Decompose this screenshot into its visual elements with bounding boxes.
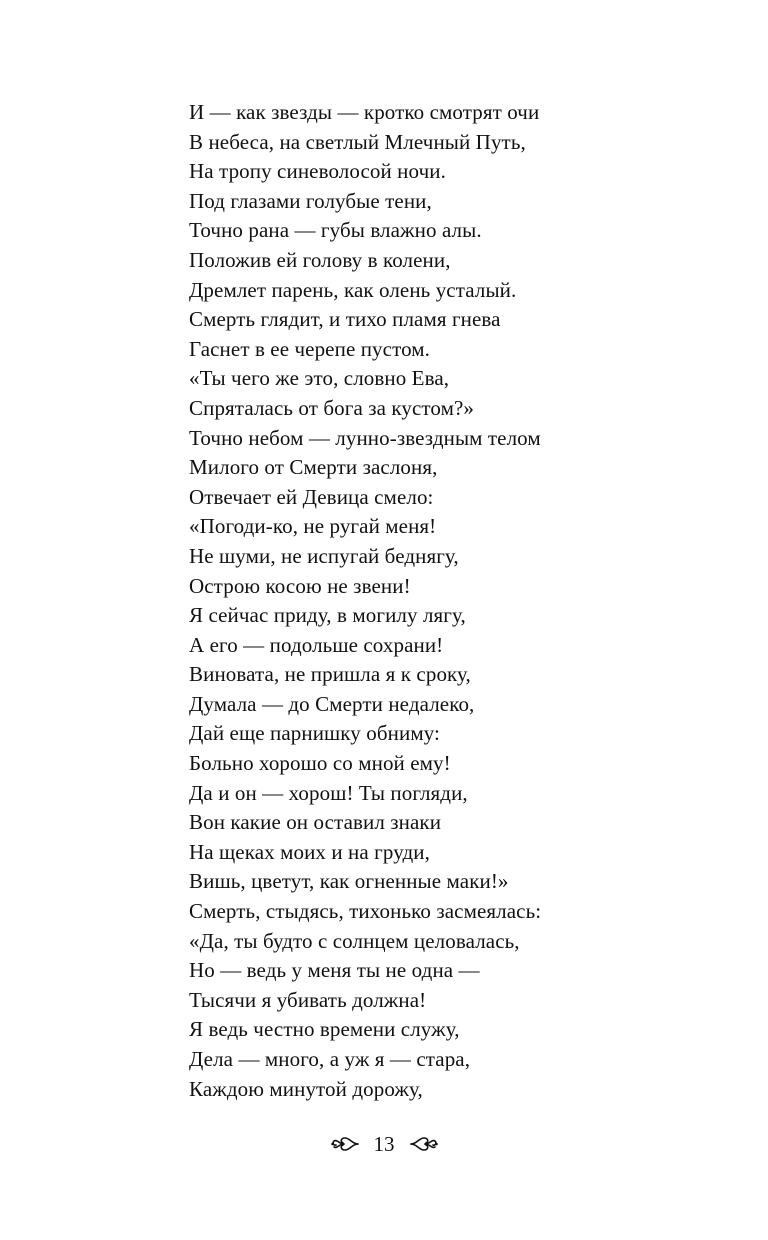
poem-line: Да и он — хорош! Ты погляди, — [189, 780, 468, 805]
poem-line: «Да, ты будто с солнцем целовалась, — [189, 928, 520, 953]
flourish-right-icon — [409, 1133, 439, 1155]
poem-line: Точно небом — лунно-звездным телом — [189, 425, 541, 450]
poem-line: Под глазами голубые тени, — [189, 188, 432, 213]
poem-line: И — как звезды — кротко смотрят очи — [189, 100, 540, 124]
poem-line: Каждою минутой дорожу, — [189, 1076, 423, 1101]
poem-line: Острою косою не звени! — [189, 573, 411, 598]
poem-line: Думала — до Смерти недалеко, — [189, 691, 475, 716]
poem-line: Гаснет в ее черепе пустом. — [189, 336, 431, 361]
poem-line: Тысячи я убивать должна! — [189, 987, 427, 1012]
poem-line: Виновата, не пришла я к сроку, — [189, 662, 471, 687]
poem-line: Смерть, стыдясь, тихонько засмеялась: — [189, 899, 542, 924]
poem-line: А его — подольше сохрани! — [189, 632, 444, 657]
poem-line: Вон какие он оставил знаки — [189, 810, 442, 835]
flourish-left-icon — [330, 1133, 360, 1155]
poem-line: Дай еще парнишку обниму: — [189, 721, 440, 746]
page-footer — [0, 1128, 768, 1160]
poem-line: Я сейчас приду, в могилу лягу, — [189, 603, 466, 628]
poem-line: «Ты чего же это, словно Ева, — [189, 366, 450, 391]
poem-line: Точно рана — губы влажно алы. — [189, 218, 482, 243]
poem-line: Но — ведь у меня ты не одна — — [189, 958, 480, 983]
page-number: 13 — [373, 1132, 395, 1156]
poem-line: В небеса, на светлый Млечный Путь, — [189, 129, 526, 154]
poem-line: Вишь, цветут, как огненные маки!» — [189, 869, 509, 894]
poem-line: Больно хорошо со мной ему! — [189, 751, 451, 776]
poem-line: Милого от Смерти заслоня, — [189, 455, 438, 480]
poem-line: Положив ей голову в колени, — [189, 247, 451, 272]
poem-line: Я ведь честно времени служу, — [189, 1017, 460, 1042]
poem-line: Дела — много, а уж я — стара, — [189, 1047, 471, 1071]
poem-line: Отвечает ей Девица смело: — [189, 484, 434, 509]
poem-line: Спряталась от бога за кустом?» — [189, 395, 475, 420]
poem-line: На тропу синеволосой ночи. — [189, 159, 446, 184]
poem-line: На щеках моих и на груди, — [189, 839, 430, 864]
poem-text — [189, 98, 729, 1104]
poem-line: Не шуми, не испугай беднягу, — [189, 543, 459, 568]
poem-line: «Погоди-ко, не ругай меня! — [189, 514, 437, 539]
poem-line: Смерть глядит, и тихо пламя гнева — [189, 307, 501, 332]
poem-line: Дремлет парень, как олень усталый. — [189, 277, 517, 302]
